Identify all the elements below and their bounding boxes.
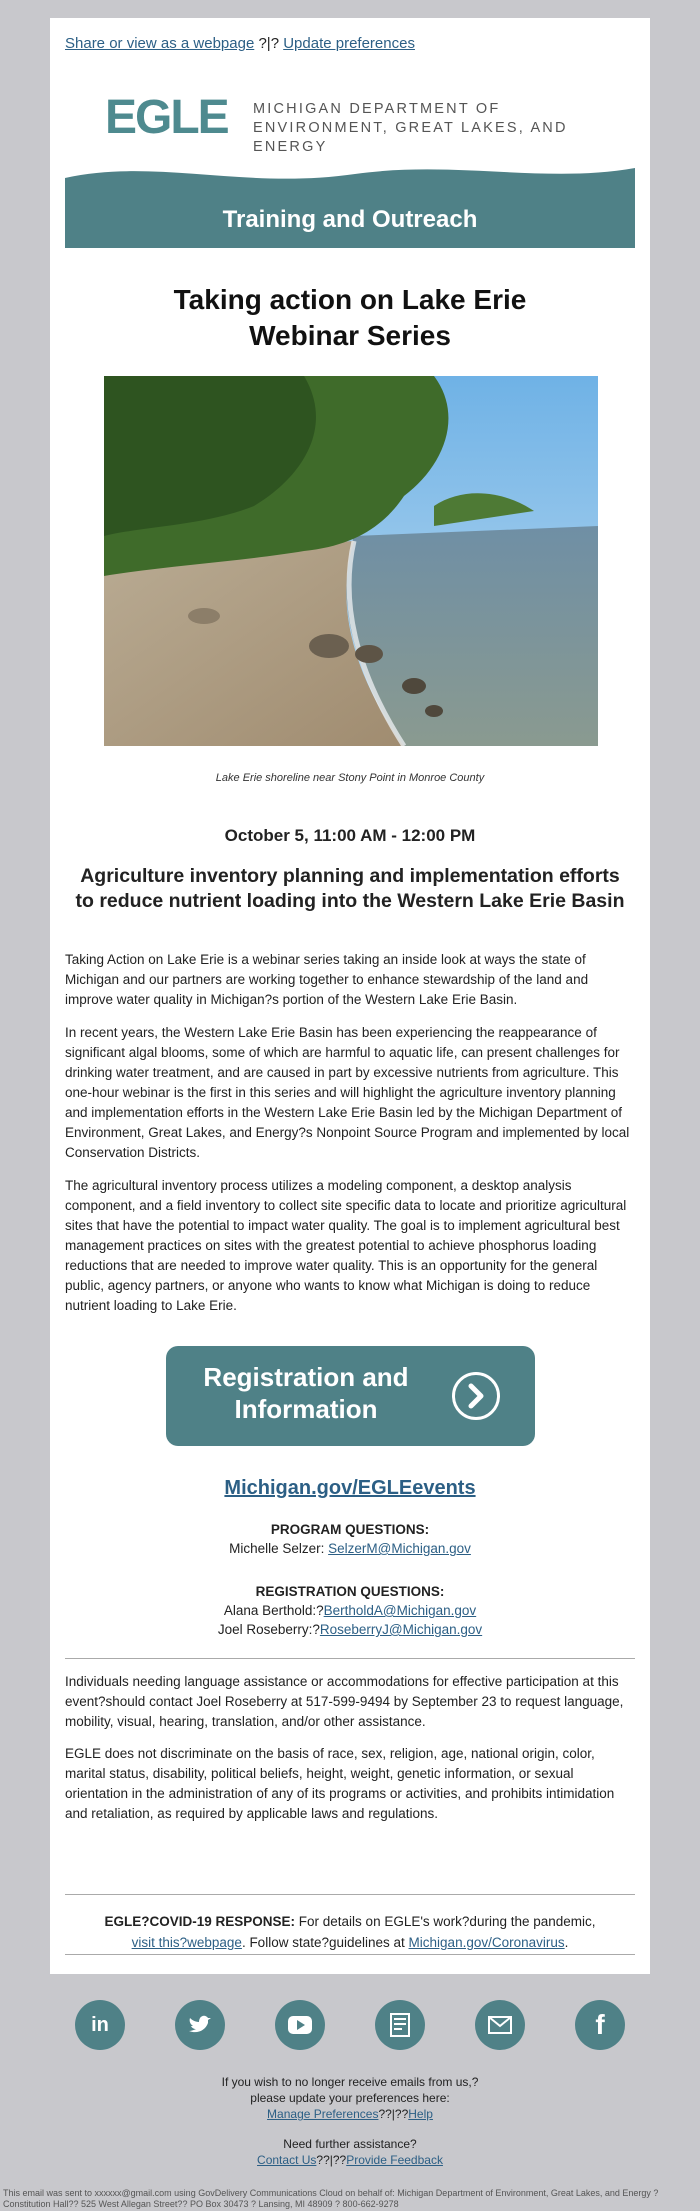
page-title xyxy=(65,282,635,354)
lake-erie-shoreline-photo xyxy=(104,376,598,746)
event-description xyxy=(65,950,635,1329)
youtube-icon[interactable] xyxy=(275,2000,325,2050)
email-icon[interactable] xyxy=(475,2000,525,2050)
covid-text-2: . Follow state?guidelines at xyxy=(241,1935,409,1950)
program-questions-heading: PROGRAM QUESTIONS: xyxy=(270,1522,430,1537)
help-link[interactable]: Help xyxy=(408,2107,433,2121)
footer-contact-links xyxy=(0,2152,700,2168)
covid-label: EGLE?COVID-19 RESPONSE: xyxy=(104,1914,296,1929)
photo-caption: Lake Erie shoreline near Stony Point in Monroe County xyxy=(215,772,485,784)
share-link[interactable]: Share or view as a webpage xyxy=(65,35,255,52)
program-questions xyxy=(65,1520,635,1558)
linkedin-icon[interactable]: in xyxy=(75,2000,125,2050)
subtitle-line-1: Agriculture inventory planning and implementation efforts xyxy=(80,865,620,887)
program-contact xyxy=(65,1539,635,1558)
subtitle-line-2: to reduce nutrient loading into the Western Lake Erie Basin xyxy=(75,890,625,912)
covid-response xyxy=(65,1911,635,1953)
egle-logo-department xyxy=(253,100,625,157)
training-banner xyxy=(65,158,635,248)
facebook-icon[interactable]: f xyxy=(575,2000,625,2050)
divider xyxy=(65,1894,635,1895)
fine-print: This email was sent to xxxxxx@gmail.com using GovDelivery Communications Cloud on behalf of: Michigan Department of Environment, Great Lakes, and Energy ? Constitution Hall?? 525 West Allegan Street?? PO Box 30473 ? Lansing, MI 48909 ? 800-662-9278 xyxy=(3,2188,659,2209)
egle-logo[interactable] xyxy=(105,91,625,155)
covid-text-3: . xyxy=(564,1935,569,1950)
divider xyxy=(65,1658,635,1659)
paragraph-intro: Taking Action on Lake Erie is a webinar series taking an inside look at ways the state of Michigan and our partners are working together to enhance stewardship of the land and improve water quality in Michigan?s portion of the Western Lake Erie Basin. xyxy=(65,952,589,1007)
footer-preferences-links xyxy=(0,2106,700,2122)
chevron-right-icon xyxy=(452,1372,500,1420)
registration-contact-1 xyxy=(65,1601,635,1620)
email-card xyxy=(50,18,650,1974)
notices xyxy=(65,1672,635,1836)
registration-contact-2-email-link[interactable]: RoseberryJ@Michigan.gov xyxy=(319,1622,483,1637)
footer-line-2: please update your preferences here: xyxy=(250,2091,450,2105)
social-links xyxy=(0,2000,700,2052)
divider xyxy=(65,1954,635,1955)
registration-questions xyxy=(65,1582,635,1639)
accessibility-notice: Individuals needing language assistance or accommodations for effective participation at this event?should contact Joel Roseberry at 517-599-9494 by September 23 to request language, mobility, visual, hearing, translation, and/or other assistance. xyxy=(65,1674,624,1729)
twitter-icon[interactable] xyxy=(175,2000,225,2050)
registration-contact-1-name: Alana Berthold:? xyxy=(223,1603,324,1618)
provide-feedback-link[interactable]: Provide Feedback xyxy=(346,2153,443,2167)
banner-title: Training and Outreach xyxy=(222,206,478,233)
registration-button-label xyxy=(186,1361,426,1425)
unsubscribe-text xyxy=(0,2074,700,2122)
update-preferences-link[interactable]: Update preferences xyxy=(283,35,415,52)
footer-separator: ??|?? xyxy=(378,2107,409,2121)
registration-contact-2 xyxy=(65,1620,635,1639)
event-date: October 5, 11:00 AM - 12:00 PM xyxy=(224,826,476,845)
manage-preferences-link[interactable]: Manage Preferences xyxy=(267,2107,379,2121)
registration-button[interactable] xyxy=(166,1346,535,1446)
footer-line-1: If you wish to no longer receive emails from us,? xyxy=(221,2075,479,2089)
egle-logo-mark: EGLE xyxy=(105,91,228,144)
paragraph-process: The agricultural inventory process utilizes a modeling component, a desktop analysis component, and a field inventory to collect site specific data to locate and prioritize agricultural sites that have the potential to impact water quality. The goal is to implement agricultural best management practices on sites with the greatest potential to achieve phosphorus loading reductions that are needed to improve water quality. This is an opportunity for the general public, agency partners, or anyone who wants to know what Michigan is doing to reduce nutrient loading to Lake Erie. xyxy=(65,1178,627,1313)
nondiscrimination-notice: EGLE does not discriminate on the basis of race, sex, religion, age, national origin, color, marital status, disability, political beliefs, height, weight, genetic information, or sexual orientation in the administration of any of its programs or activities, and prohibits intimidation and retaliation, as required by applicable laws and regulations. xyxy=(65,1746,615,1821)
registration-questions-heading: REGISTRATION QUESTIONS: xyxy=(255,1584,445,1599)
coronavirus-link[interactable]: Michigan.gov/Coronavirus xyxy=(408,1935,565,1950)
contact-us-link[interactable]: Contact Us xyxy=(257,2153,317,2167)
egle-events-link[interactable]: Michigan.gov/EGLEevents xyxy=(224,1477,476,1499)
newsletter-icon[interactable] xyxy=(375,2000,425,2050)
program-contact-name: Michelle Selzer: xyxy=(229,1541,329,1556)
footer-separator: ??|?? xyxy=(316,2153,347,2167)
paragraph-background: In recent years, the Western Lake Erie Basin has been experiencing the reappearance of significant algal blooms, some of which are harmful to aquatic life, can present challenges for drinking water treatment, and are caused in part by excessive nutrients from agriculture. This one-hour webinar is the first in this series and will highlight the agriculture inventory planning and implementation efforts in the Western Lake Erie Basin led by the Michigan Department of Environment, Great Lakes, and Energy?s Nonpoint Source Program and implemented by local Conservation Districts. xyxy=(65,1025,630,1160)
reg-line-1: Registration and xyxy=(203,1362,409,1392)
assistance-text xyxy=(0,2136,700,2168)
program-contact-email-link[interactable]: SelzerM@Michigan.gov xyxy=(328,1541,471,1556)
webinar-subtitle xyxy=(65,864,635,914)
registration-contact-2-name: Joel Roseberry:? xyxy=(217,1622,320,1637)
title-line-2: Webinar Series xyxy=(249,320,451,351)
reg-line-2: Information xyxy=(234,1394,378,1424)
covid-text-1: For details on EGLE's work?during the pandemic, xyxy=(295,1914,596,1929)
dept-line-2: ENVIRONMENT, GREAT LAKES, AND ENERGY xyxy=(253,120,568,155)
registration-contact-1-email-link[interactable]: BertholdA@Michigan.gov xyxy=(323,1603,477,1618)
top-links-separator: ?|? xyxy=(254,35,284,52)
covid-webpage-link[interactable]: visit this?webpage xyxy=(131,1935,242,1950)
dept-line-1: MICHIGAN DEPARTMENT OF xyxy=(253,101,501,117)
top-links xyxy=(65,35,635,52)
assistance-heading: Need further assistance? xyxy=(283,2137,417,2151)
title-line-1: Taking action on Lake Erie xyxy=(173,284,527,315)
